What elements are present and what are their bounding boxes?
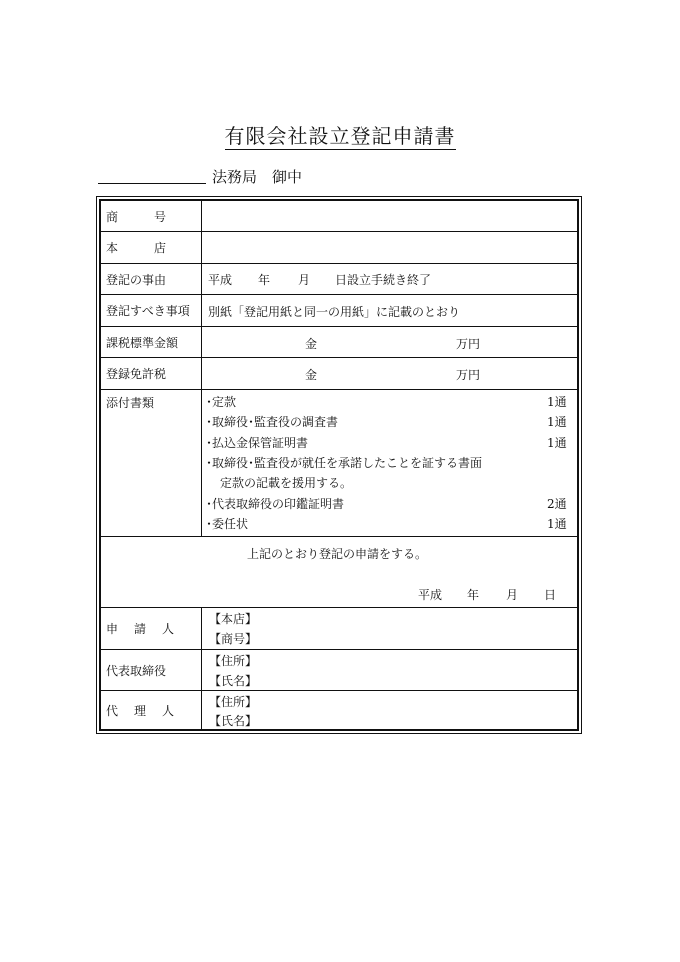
attachments-label: 添付書類 — [101, 390, 202, 536]
reason-year: 年 — [258, 273, 271, 287]
statement-year: 年 — [467, 588, 480, 602]
taxable-kin: 金 — [305, 337, 318, 351]
attachment-item: ･代表取締役の印鑑証明書 — [206, 497, 345, 511]
registration-tax-value[interactable] — [202, 358, 577, 389]
tax-kin: 金 — [305, 368, 318, 382]
attachment-item: ･定款 — [206, 395, 237, 409]
attachment-item-note: 定款の記載を援用する。 — [220, 476, 353, 490]
registration-tax-label: 登録免許税 — [101, 358, 202, 389]
attachment-count: 1通 — [547, 395, 567, 409]
registration-matters-label: 登記すべき事項 — [101, 295, 202, 326]
addressee-blank-line — [98, 183, 206, 184]
taxable-unit: 万円 — [456, 337, 481, 351]
addressee: 法務局 御中 — [212, 168, 303, 186]
registration-matters-value — [202, 295, 577, 326]
row-registration-tax — [101, 358, 577, 390]
representative-label: 代表取締役 — [101, 650, 202, 690]
head-office-label: 本 店 — [101, 232, 202, 263]
row-registration-reason — [101, 264, 577, 295]
reason-rest: 日設立手続き終了 — [335, 273, 432, 287]
trade-name-value[interactable] — [202, 201, 577, 231]
attachment-item: ･取締役･監査役の調査書 — [206, 415, 339, 429]
attachment-item: ･委任状 — [206, 517, 249, 531]
row-representative — [101, 650, 577, 691]
registration-reason-value[interactable] — [202, 264, 577, 294]
attachment-item: ･取締役･監査役が就任を承諾したことを証する書面 — [206, 456, 483, 470]
row-attachments — [101, 390, 577, 537]
taxable-amount-value[interactable] — [202, 327, 577, 357]
applicant-value[interactable] — [202, 608, 577, 649]
statement-era: 平成 — [418, 588, 443, 602]
applicant-office: 【本店】 — [209, 612, 258, 626]
document-title: 有限会社設立登記申請書 — [224, 124, 456, 148]
attachment-item: ･払込金保管証明書 — [206, 436, 309, 450]
attachments-list — [202, 390, 577, 536]
application-form-table — [99, 199, 579, 731]
taxable-amount-label: 課税標準金額 — [101, 327, 202, 357]
attachment-count: 1通 — [547, 517, 567, 531]
row-statement — [101, 537, 577, 608]
trade-name-label: 商 号 — [101, 201, 202, 231]
row-applicant — [101, 608, 577, 650]
applicant-label: 申 請 人 — [101, 608, 202, 649]
reason-era: 平成 — [208, 273, 233, 287]
attachment-count: 1通 — [547, 415, 567, 429]
head-office-value[interactable] — [202, 232, 577, 263]
attachment-count: 1通 — [547, 436, 567, 450]
row-taxable-amount — [101, 327, 577, 358]
registration-matters-text: 別紙「登記用紙と同一の用紙」に記載のとおり — [208, 305, 461, 319]
statement-text: 上記のとおり登記の申請をする。 — [247, 547, 428, 561]
representative-value[interactable] — [202, 650, 577, 690]
statement-day: 日 — [544, 588, 557, 602]
agent-value[interactable] — [202, 691, 577, 729]
agent-label: 代 理 人 — [101, 691, 202, 729]
row-head-office — [101, 232, 577, 264]
row-agent — [101, 691, 577, 729]
statement-month: 月 — [506, 588, 519, 602]
row-registration-matters — [101, 295, 577, 327]
agent-name: 【氏名】 — [209, 714, 258, 728]
representative-name: 【氏名】 — [209, 674, 258, 688]
attachment-count: 2通 — [547, 497, 567, 511]
representative-address: 【住所】 — [209, 654, 258, 668]
registration-reason-label: 登記の事由 — [101, 264, 202, 294]
applicant-trade-name: 【商号】 — [209, 632, 258, 646]
row-trade-name — [101, 201, 577, 232]
tax-unit: 万円 — [456, 368, 481, 382]
reason-month: 月 — [298, 273, 311, 287]
agent-address: 【住所】 — [209, 695, 258, 709]
